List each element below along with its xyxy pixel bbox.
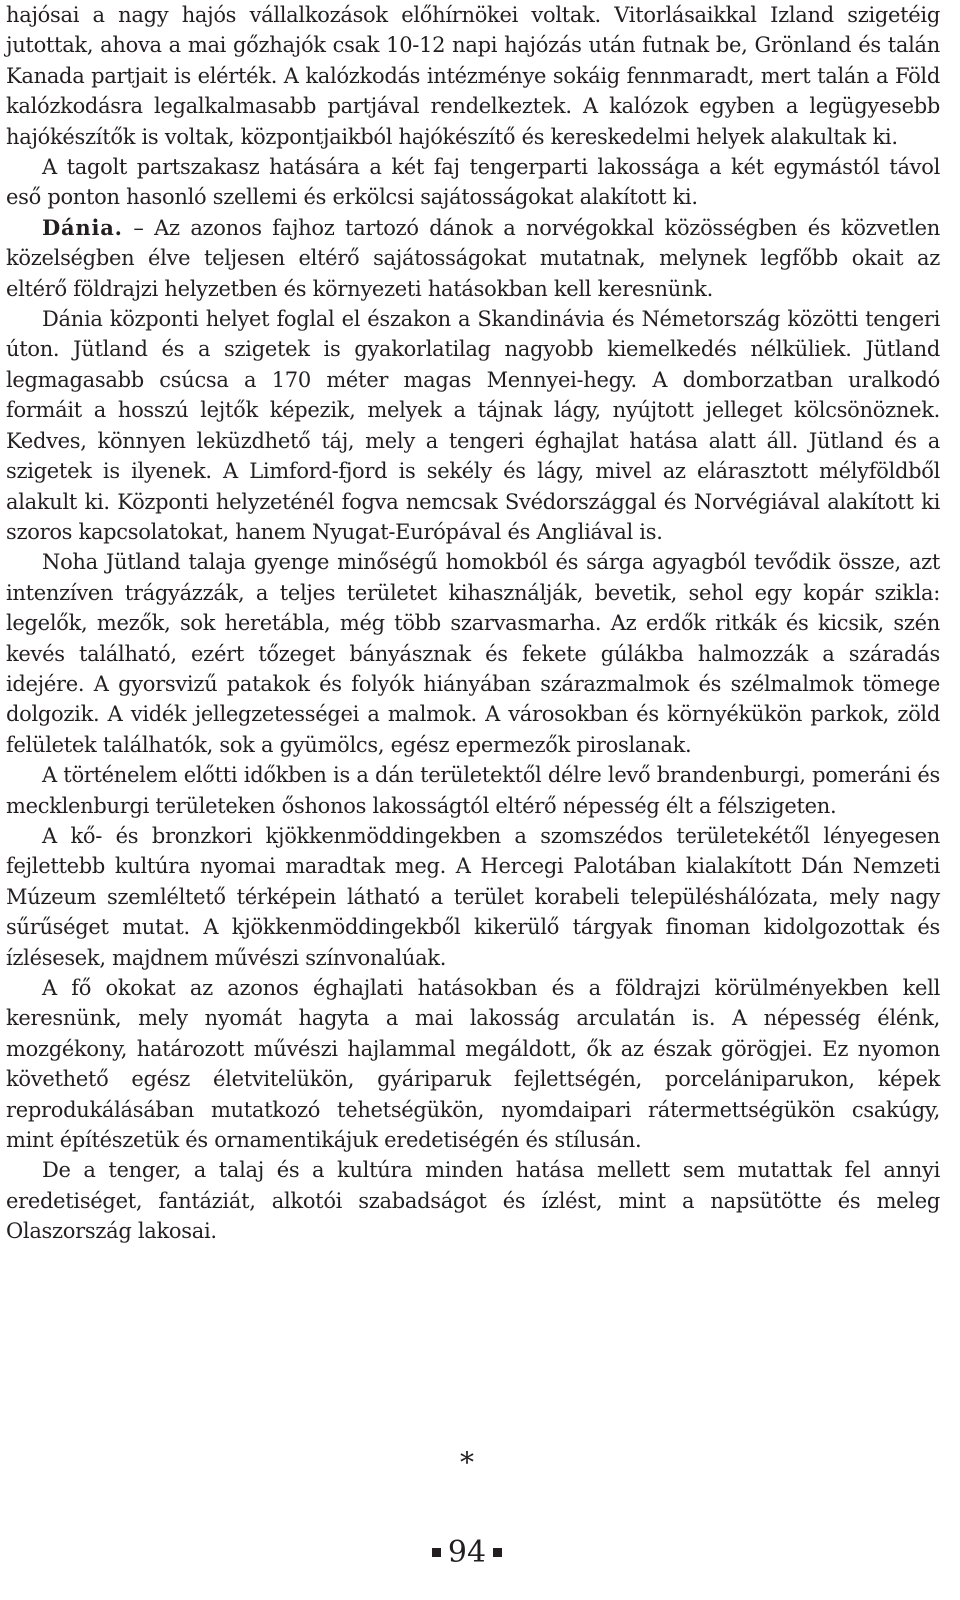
page-footer bbox=[0, 1533, 934, 1573]
page-body bbox=[6, 0, 940, 1247]
paragraph: A történelem előtti időkben is a dán területektől délre levő brandenburgi, pomeráni és mecklenburgi területeken őshonos lakosságtól eltérő népesség élt a félszigeten. bbox=[6, 763, 940, 818]
paragraph: Dánia központi helyet foglal el északon a Skandinávia és Németország közötti tengeri úton. Jütland és a szigetek is gyakorlatilag nagyobb kiemelkedés nélküliek. Jütland legmagasabb csúcsa a 170 méter magas Mennyei-hegy. A domborzatban uralkodó formáit a hosszú lejtők képezik, melyek a tájnak lágy, nyújtott jelleget kölcsönöznek. Kedves, könnyen leküzdhető táj, mely a tengeri éghajlat hatása alatt áll. Jütland és a szigetek is ilyenek. A Limford-fjord is sekély és lágy, mivel az elárasztott mélyföldből alakult ki. Központi helyzeténél fogva nemcsak Svédországgal és Norvégiával alakított ki szoros kapcsolatokat, hanem Nyugat-Európával és Angliával is. bbox=[6, 307, 940, 544]
paragraph: A tagolt partszakasz hatására a két faj tengerparti lakossága a két egymástól távol eső ponton hasonló szellemi és erkölcsi sajátosságokat alakított ki. bbox=[6, 155, 940, 210]
square-bullet-icon bbox=[432, 1548, 441, 1557]
paragraph: Noha Jütland talaja gyenge minőségű homokból és sárga agyagból tevődik össze, azt intenzíven trágyázzák, a teljes területet kihasználják, bevetik, sehol egy kopár szikla: legelők, mezők, sok heretábla, még több szarvasmarha. Az erdők ritkák és kicsik, szén kevés található, ezért tőzeget bányásznak és fekete gúlákba halmozzák a száradás idejére. A gyorsvizű patakok és folyók hiányában szárazmalmok és szélmalmok tömege dolgozik. A vidék jellegzetességei a malmok. A városokban és környékükön parkok, zöld felületek találhatók, sok a gyümölcs, egész epermezők piroslanak. bbox=[6, 550, 940, 757]
paragraph: A kő- és bronzkori kjökkenmöddingekben a szomszédos területekétől lényegesen fejlettebb kultúra nyomai maradtak meg. A Hercegi Palotában kialakított Dán Nemzeti Múzeum szemléltető térképein látható a terület korabeli településhálózata, mely nagy sűrűséget mutat. A kjökkenmöddingekből kikerülő tárgyak finoman kidolgozottak és ízlésesek, majdnem művészi színvonalúak. bbox=[6, 823, 940, 970]
paragraph-continued: hajósai a nagy hajós vállalkozások előhírnökei voltak. Vitorlásaikkal Izland szigetéig jutottak, ahova a mai gőzhajók csak 10-12 napi hajózás után futnak be, Grönland és talán Kanada partjait is elérték. A kalózkodás intézménye sokáig fennmaradt, mert talán a Föld kalózkodásra legalkalmasabb partjával rendelkeztek. A kalózok egyben a legügyesebb hajókészítők is voltak, központjaikból hajókészítő és kereskedelmi helyek alakultak ki. bbox=[6, 3, 940, 149]
page-number: 94 bbox=[447, 1535, 487, 1570]
paragraph-text: – Az azonos fajhoz tartozó dánok a norvégokkal közösségben és közvetlen közelségben élve teljesen eltérő sajátosságokat mutatnak, melynek legfőbb okait az eltérő földrajzi helyzetben és környezeti hatásokban kell keresnünk. bbox=[6, 215, 940, 301]
square-bullet-icon bbox=[493, 1548, 502, 1557]
section-heading: Dánia. bbox=[42, 214, 123, 240]
paragraph: A fő okokat az azonos éghajlati hatásokban és a földrajzi körülményekben kell keresnünk, mely nyomát hagyta a mai lakosság arculatán is. A népesség élénk, mozgékony, határozott művészi hajlammal megáldott, ők az észak görögjei. Ez nyomon követhető egész életvitelükön, gyáriparuk fejlettségén, porcelániparukon, képek reprodukálásában mutatkozó tehetségükön, nyomdaipari rátermettségükön csakúgy, mint építészetük és ornamentikájuk eredetiségén és stílusán. bbox=[6, 976, 940, 1153]
paragraph: De a tenger, a talaj és a kultúra minden hatása mellett sem mutattak fel annyi eredetiséget, fantáziát, alkotói szabadságot és ízlést, mint a napsütötte és meleg Olaszország lakosai. bbox=[6, 1158, 940, 1244]
paragraph-section-denmark bbox=[6, 213, 940, 304]
text-column bbox=[6, 0, 940, 1247]
section-separator: * bbox=[460, 1446, 474, 1479]
